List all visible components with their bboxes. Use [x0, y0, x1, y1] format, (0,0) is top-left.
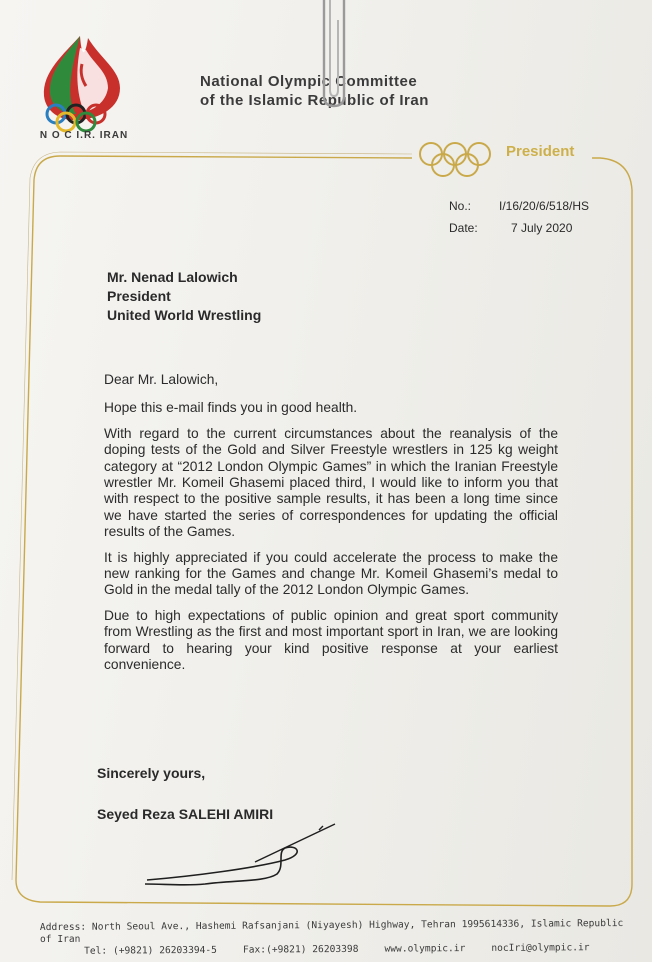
- footer-web: www.olympic.ir: [384, 943, 466, 955]
- addressee-title: President: [107, 288, 171, 304]
- olympic-rings-icon: [415, 140, 505, 180]
- paragraph-2: With regard to the current circumstances about the reanalysis of the doping tests of the Gold and Silver Freestyle wrestlers in 125 kg weight category at “2012 London Olympic Games” in which the Iranian Freestyle wrestler Mr. Komeil Ghasemi placed third, I would like to inform you that with respect to the positive sample results, it has been a long time since we have started the series of correspondences for updating the official results of the Games.: [104, 425, 558, 540]
- president-tag: President: [506, 143, 575, 160]
- letter-body: [104, 372, 558, 683]
- signer-name: Seyed Reza SALEHI AMIRI: [97, 806, 274, 822]
- reference-block: [449, 195, 589, 239]
- org-line-1: National Olympic Committee: [200, 73, 418, 90]
- paragraph-1: Hope this e-mail finds you in good health.: [104, 400, 358, 416]
- salutation: Dear Mr. Lalowich,: [104, 372, 219, 387]
- footer-email: nocIri@olympic.ir: [491, 942, 590, 954]
- handwritten-signature-icon: [135, 818, 345, 890]
- org-line-2: of the Islamic Republic of Iran: [200, 92, 429, 109]
- logo-label: N O C I.R. IRAN: [39, 130, 129, 141]
- footer-tel: Tel: (+9821) 26203394-5: [84, 944, 217, 957]
- ref-number-label: No.:: [449, 199, 472, 213]
- addressee-name: Mr. Nenad Lalowich: [107, 269, 238, 285]
- date-label: Date:: [449, 221, 478, 235]
- footer-address: Address: North Seoul Ave., Hashemi Rafsanjani (Niyayesh) Highway, Tehran 1995614336, Islamic Republic of Iran: [39, 917, 624, 946]
- closing: Sincerely yours,: [97, 765, 206, 781]
- ref-number-value: I/16/20/6/518/HS: [499, 199, 590, 213]
- paragraph-3: It is highly appreciated if you could accelerate the process to make the new ranking for the Games and change Mr. Komeil Ghasemi’s medal to Gold in the medal tally of the 2012 London Olympic Games.: [104, 549, 558, 598]
- addressee-organization: United World Wrestling: [107, 307, 262, 323]
- paper-clip-icon: [318, 0, 352, 110]
- date-value: 7 July 2020: [511, 221, 573, 235]
- paragraph-4: Due to high expectations of public opinion and great sport community from Wrestling as the first and most important sport in Iran, we are looking forward to hearing your kind positive response at your earliest convenience.: [104, 607, 558, 673]
- footer-fax: Fax:(+9821) 26203398: [242, 943, 359, 956]
- addressee-block: [107, 268, 261, 325]
- footer: [40, 918, 630, 958]
